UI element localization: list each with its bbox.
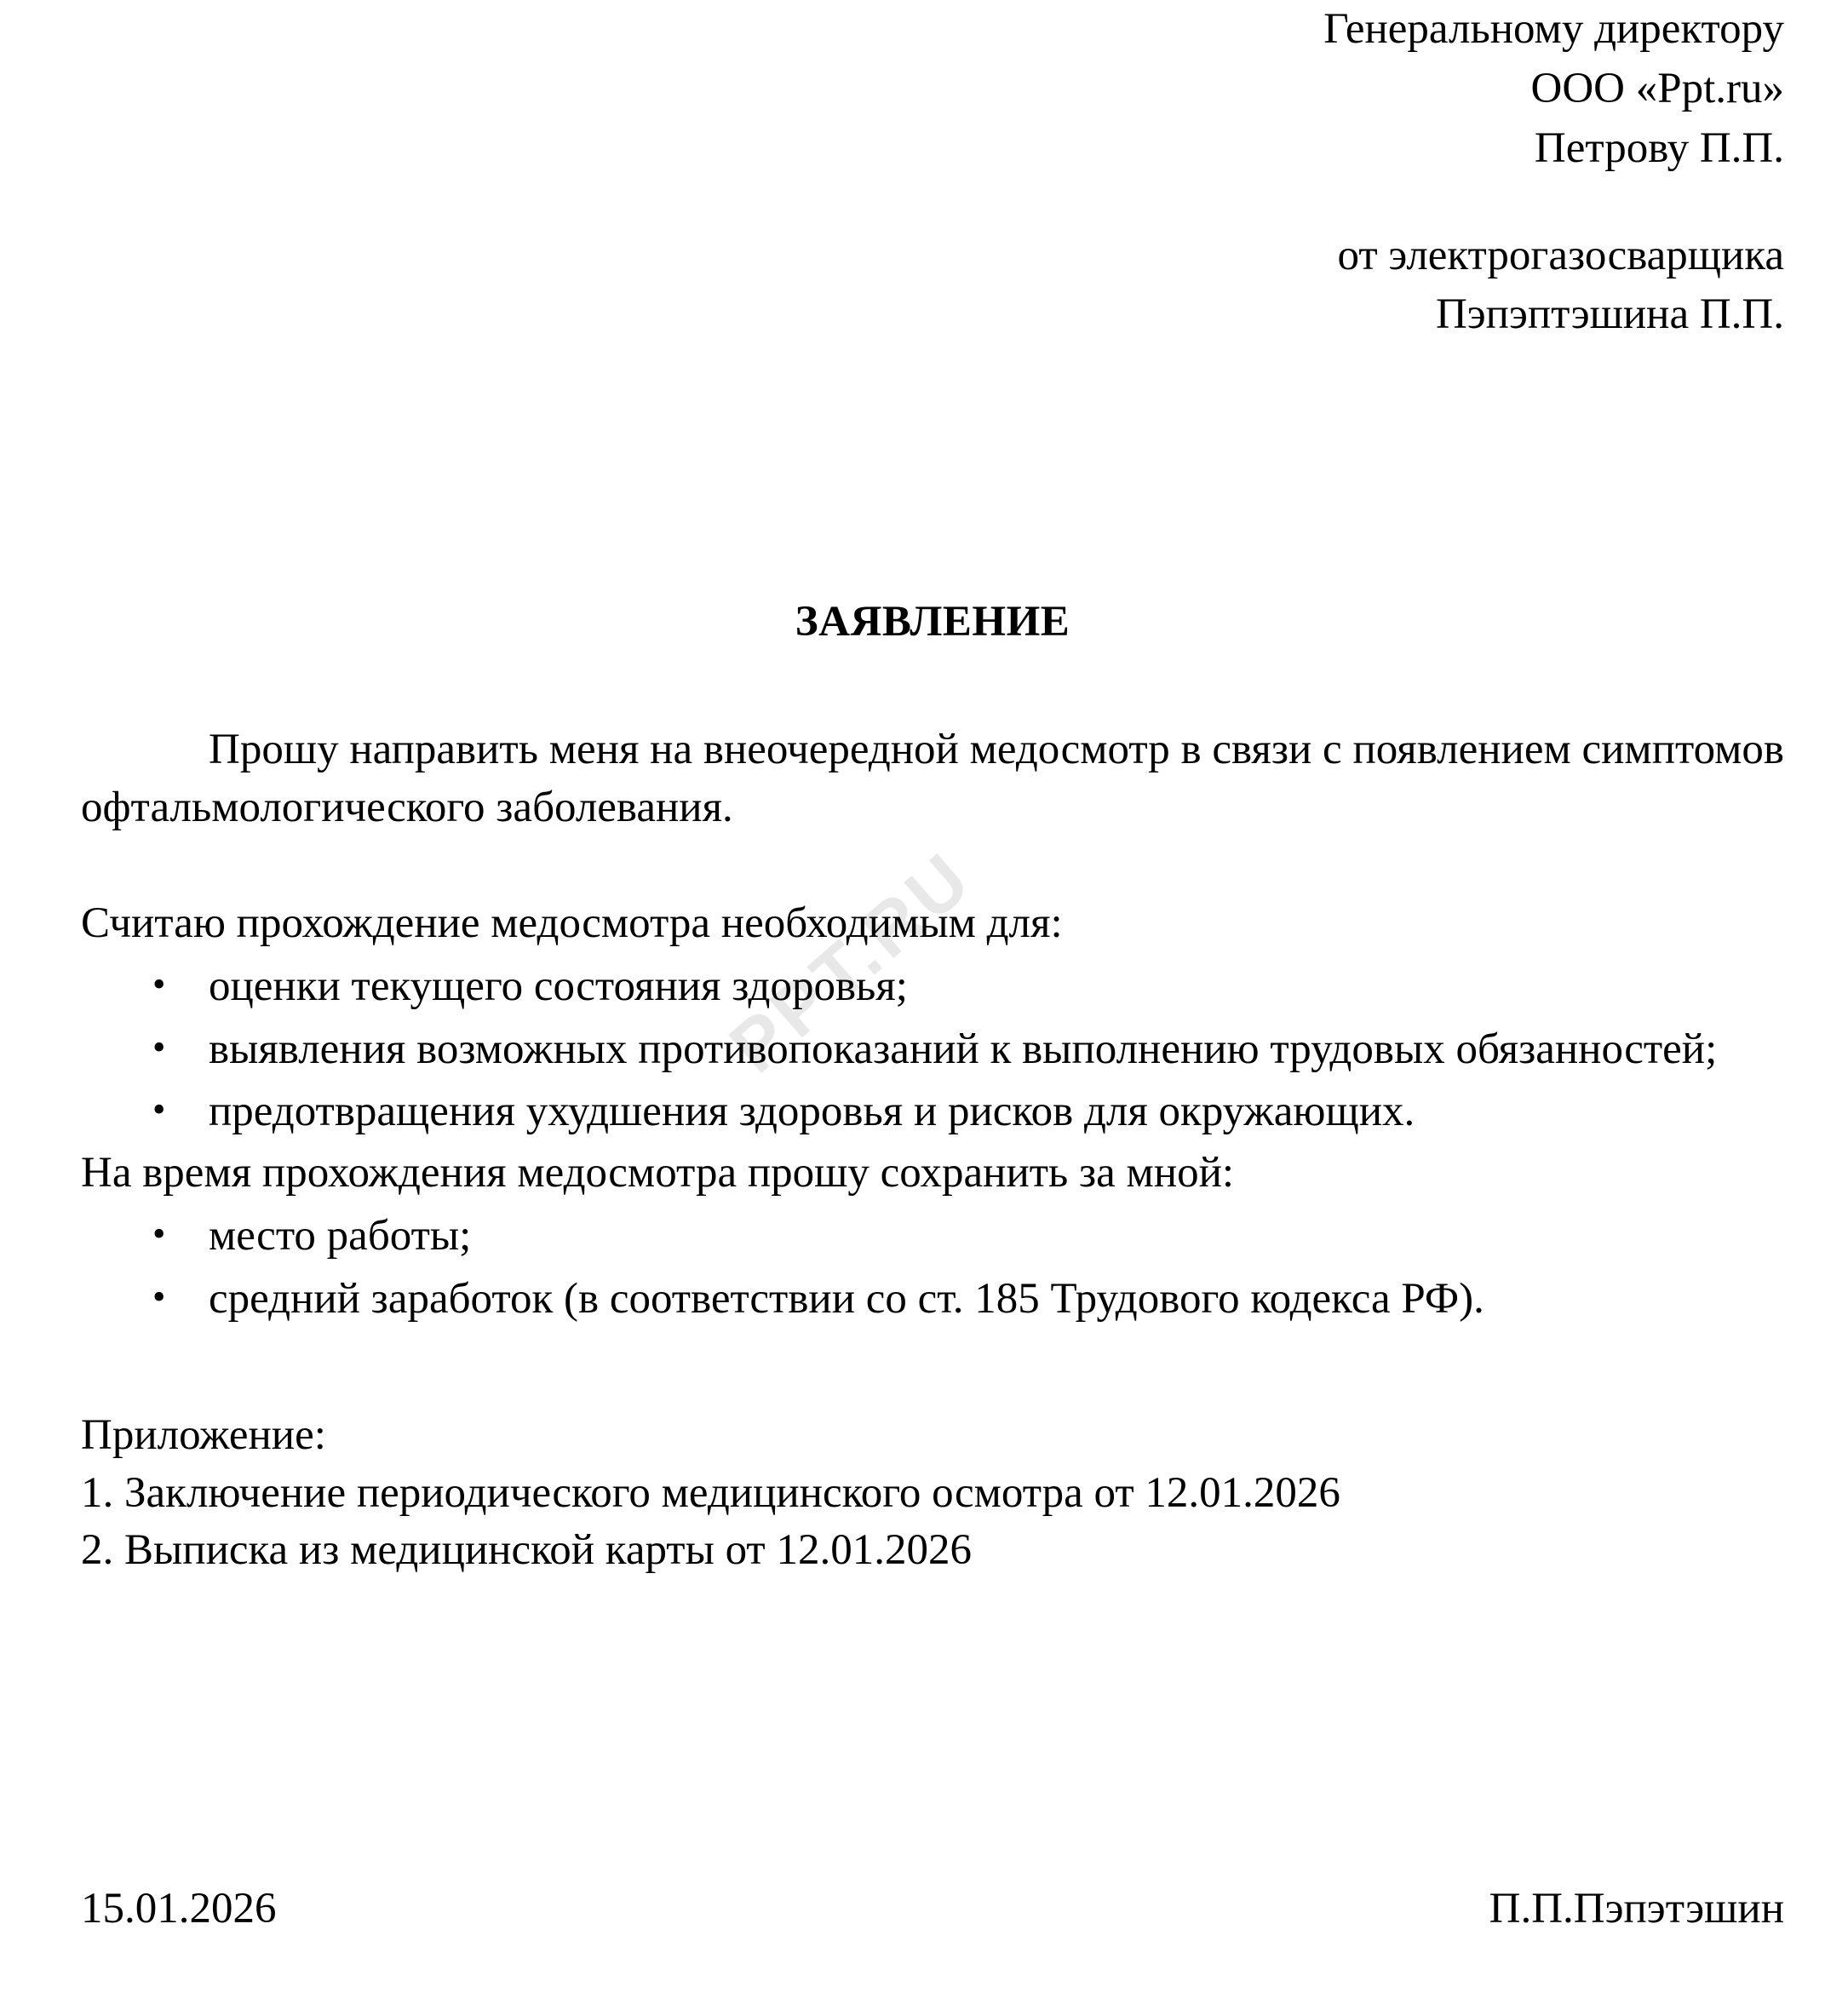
bullet-icon: • (152, 1275, 166, 1318)
list-item-label: оценки текущего состояния здоровья; (209, 962, 908, 1010)
applicant-name: Пэпэптэшина П.П. (1435, 290, 1784, 339)
addressee-block (81, 0, 1784, 179)
addressee-name: Петрову П.П. (1534, 123, 1784, 172)
attachments-label: Приложение: (81, 1410, 326, 1459)
attachments-block (81, 1407, 1784, 1580)
attachment-item: 1. Заключение периодического медицинского осмотра от 12.01.2026 (81, 1468, 1340, 1517)
reasons-list (81, 958, 1784, 1141)
signature-name: П.П.Пэпэтэшин (1489, 1885, 1784, 1932)
attachment-item: 2. Выписка из медицинской карты от 12.01.2026 (81, 1526, 972, 1575)
bullet-icon: • (152, 962, 166, 1005)
page-title: ЗАЯВЛЕНИЕ (795, 598, 1070, 646)
applicant-position: от электрогазосварщика (1337, 231, 1784, 279)
list-item (81, 1021, 1784, 1079)
list-item (81, 1271, 1784, 1329)
list-item-label: средний заработок (в соответствии со ст. 185 Трудового кодекса РФ). (209, 1274, 1484, 1323)
list-item (81, 958, 1784, 1016)
retain-list (81, 1208, 1784, 1329)
applicant-block (81, 227, 1784, 346)
list-item (81, 1208, 1784, 1266)
request-paragraph: Прошу направить меня на внеочередной медосмотр в связи с появлением симптомов офтальмологического заболевания. (81, 726, 1784, 832)
list-item-label: место работы; (209, 1212, 472, 1261)
retain-lead-in: На время прохождения медосмотра прошу сохранить за мной: (81, 1149, 1235, 1197)
list-item (81, 1083, 1784, 1141)
addressee-position: Генеральному директору (1323, 5, 1784, 53)
document-footer (81, 1884, 1784, 1933)
list-item-label: предотвращения ухудшения здоровья и рисков для окружающих. (209, 1088, 1415, 1136)
ppt-ru-watermark: PPT.RU (715, 836, 989, 1088)
bullet-icon: • (152, 1213, 166, 1255)
bullet-icon: • (152, 1025, 166, 1068)
list-item-label: выявления возможных противопоказаний к выполнению трудовых обязанностей; (209, 1025, 1718, 1073)
bullet-icon: • (152, 1088, 166, 1131)
addressee-company: ООО «Ppt.ru» (1530, 64, 1784, 112)
reasons-lead-in: Считаю прохождение медосмотра необходимым для: (81, 899, 1063, 947)
document-content (81, 0, 1784, 1580)
document-date: 15.01.2026 (81, 1885, 277, 1932)
